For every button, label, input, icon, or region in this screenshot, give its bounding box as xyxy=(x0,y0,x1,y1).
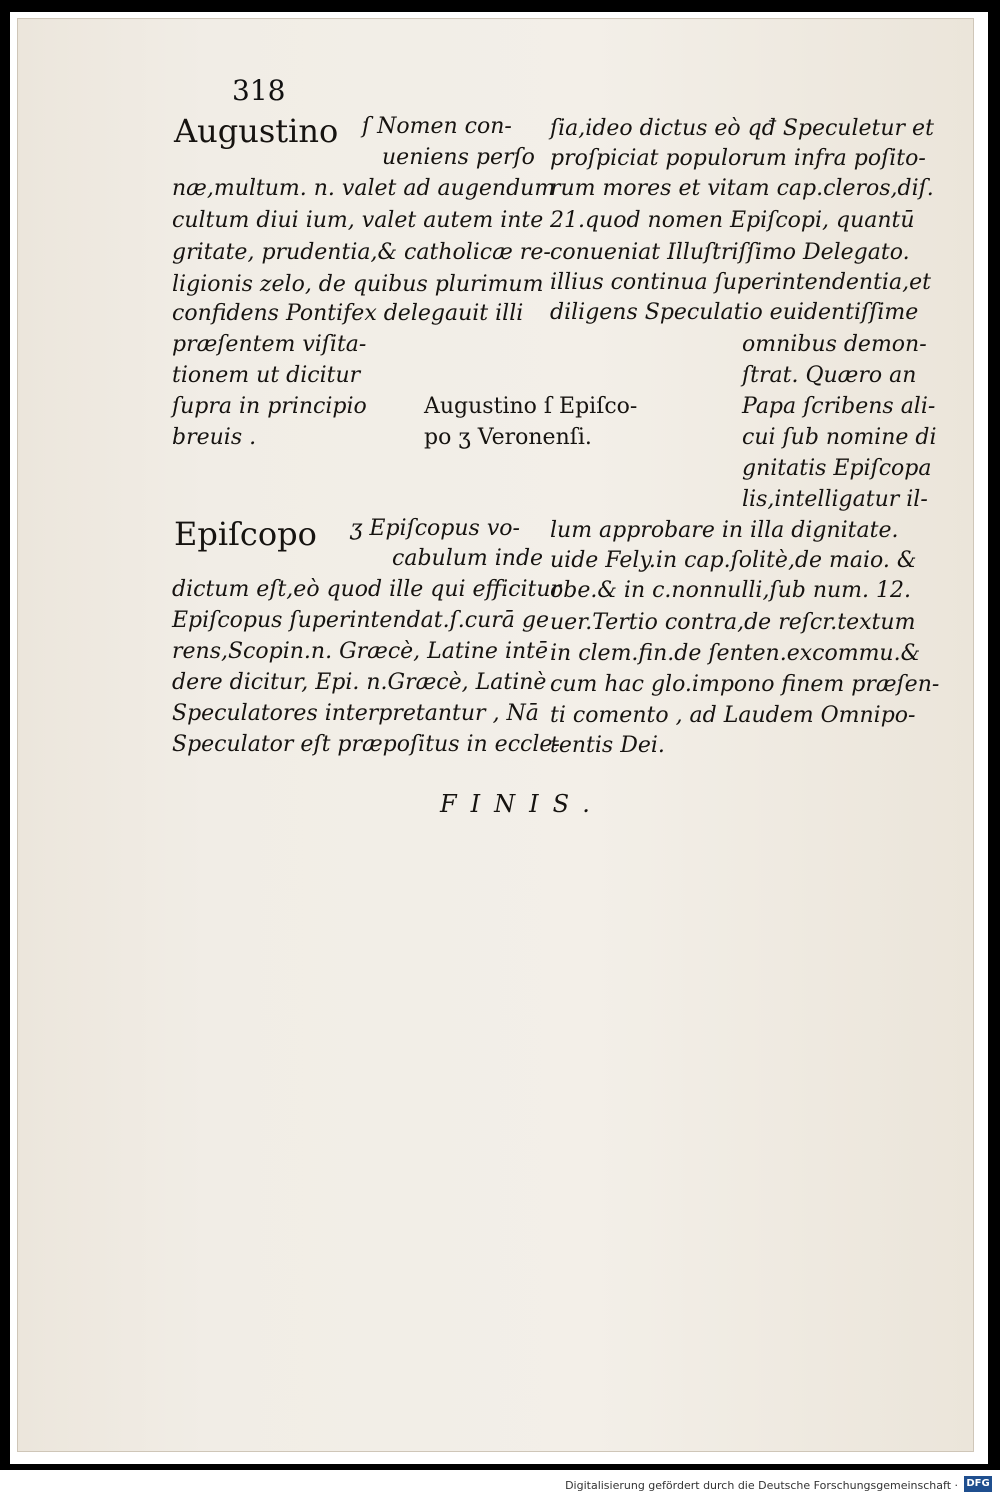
left-col-1-line: confidens Pontifex delegauit illi xyxy=(172,301,524,326)
left-col-1-line: ueniens perſo xyxy=(382,145,535,170)
left-col-1-line: Augustino xyxy=(174,112,339,150)
right-col-2-line: cum hac glo.impono finem præſen- xyxy=(550,672,940,697)
left-col-2-line: dere dicitur, Epi. n.Græcè, Latinè xyxy=(172,670,547,695)
right-col-2-line: uer.Tertio contra,de reſcr.textum xyxy=(550,610,916,635)
footer-credit: Digitalisierung gefördert durch die Deutsche Forschungsgemeinschaft · xyxy=(565,1479,958,1492)
right-col-2-line: in clem.fin.de ſenten.excommu.& xyxy=(550,641,921,666)
footer-bar xyxy=(0,1470,1000,1498)
dfg-logo-icon: DFG xyxy=(964,1476,992,1492)
right-col-2-line: obe.& in c.nonnulli,ſub num. 12. xyxy=(550,578,912,603)
left-col-2-line: ʒ Epiſcopus vo- xyxy=(350,516,520,541)
left-col-1-line: breuis . xyxy=(172,425,257,450)
left-col-2-line: Epiſcopus ſuperintendat.ſ.curā ge xyxy=(172,608,549,633)
left-col-1-line: cultum diui ium, valet autem inte xyxy=(172,208,544,233)
right-col-2-line: uide Fely.in cap.ſolitè,de maio. & xyxy=(550,548,917,573)
right-col-1-line: ſtrat. Quæro an xyxy=(742,363,917,388)
left-col-1-line: præſentem viſita- xyxy=(172,332,367,357)
page-number: 318 xyxy=(232,74,286,107)
right-col-1-line: gnitatis Epiſcopa xyxy=(742,456,932,481)
right-col-1-line: diligens Speculatio euidentiſſime xyxy=(550,300,919,325)
left-col-1-line: ſ Nomen con- xyxy=(362,114,512,139)
left-col-2-line: Speculator eſt præpoſitus in eccle- xyxy=(172,732,560,757)
right-col-1-line: lis,intelligatur il- xyxy=(742,487,928,512)
left-col-1-line: tionem ut dicitur xyxy=(172,363,361,388)
left-col-1-line: ligionis zelo, de quibus plurimum xyxy=(172,272,544,297)
left-col-2-line: cabulum inde xyxy=(392,546,544,571)
right-col-1-line: proſpiciat populorum infra poſito- xyxy=(550,146,926,171)
right-col-1-line: cui ſub nomine di xyxy=(742,425,937,450)
right-col-1-line: rum mores et vitam cap.cleros,diſ. xyxy=(550,176,934,201)
center-heading-line: po ʒ Veronenſi. xyxy=(424,425,592,450)
left-col-2-line: rens,Scopin.n. Græcè, Latine intē xyxy=(172,639,549,664)
left-col-2-line: Epiſcopo xyxy=(174,515,317,553)
right-col-1-line: ſia,ideo dictus eò qđ Speculetur et xyxy=(550,116,934,141)
right-col-2-line: lum approbare in illa dignitate. xyxy=(550,518,899,543)
left-col-1-line: ſupra in principio xyxy=(172,394,367,419)
left-col-2-line: dictum eſt,eò quod ille qui efficitur xyxy=(172,577,562,602)
left-col-1-line: gritate, prudentia,& catholicæ re- xyxy=(172,240,551,265)
right-col-1-line: illius continua ſuperintendentia,et xyxy=(550,270,931,295)
right-col-2-line: tentis Dei. xyxy=(550,733,665,758)
left-col-2-line: Speculatores interpretantur , Nā xyxy=(172,701,539,726)
right-col-1-line: 21.quod nomen Epiſcopi, quantū xyxy=(550,208,915,233)
right-col-1-line: Papa ſcribens ali- xyxy=(742,394,936,419)
right-col-2-line: ti comento , ad Laudem Omnipo- xyxy=(550,703,916,728)
finis-text: FINIS. xyxy=(440,790,604,818)
center-heading-line: Augustino ſ Epiſco- xyxy=(424,394,638,419)
right-col-1-line: omnibus demon- xyxy=(742,332,927,357)
right-col-1-line: conueniat Illuſtriſſimo Delegato. xyxy=(550,240,910,265)
left-col-1-line: næ,multum. n. valet ad augendum xyxy=(172,176,556,201)
